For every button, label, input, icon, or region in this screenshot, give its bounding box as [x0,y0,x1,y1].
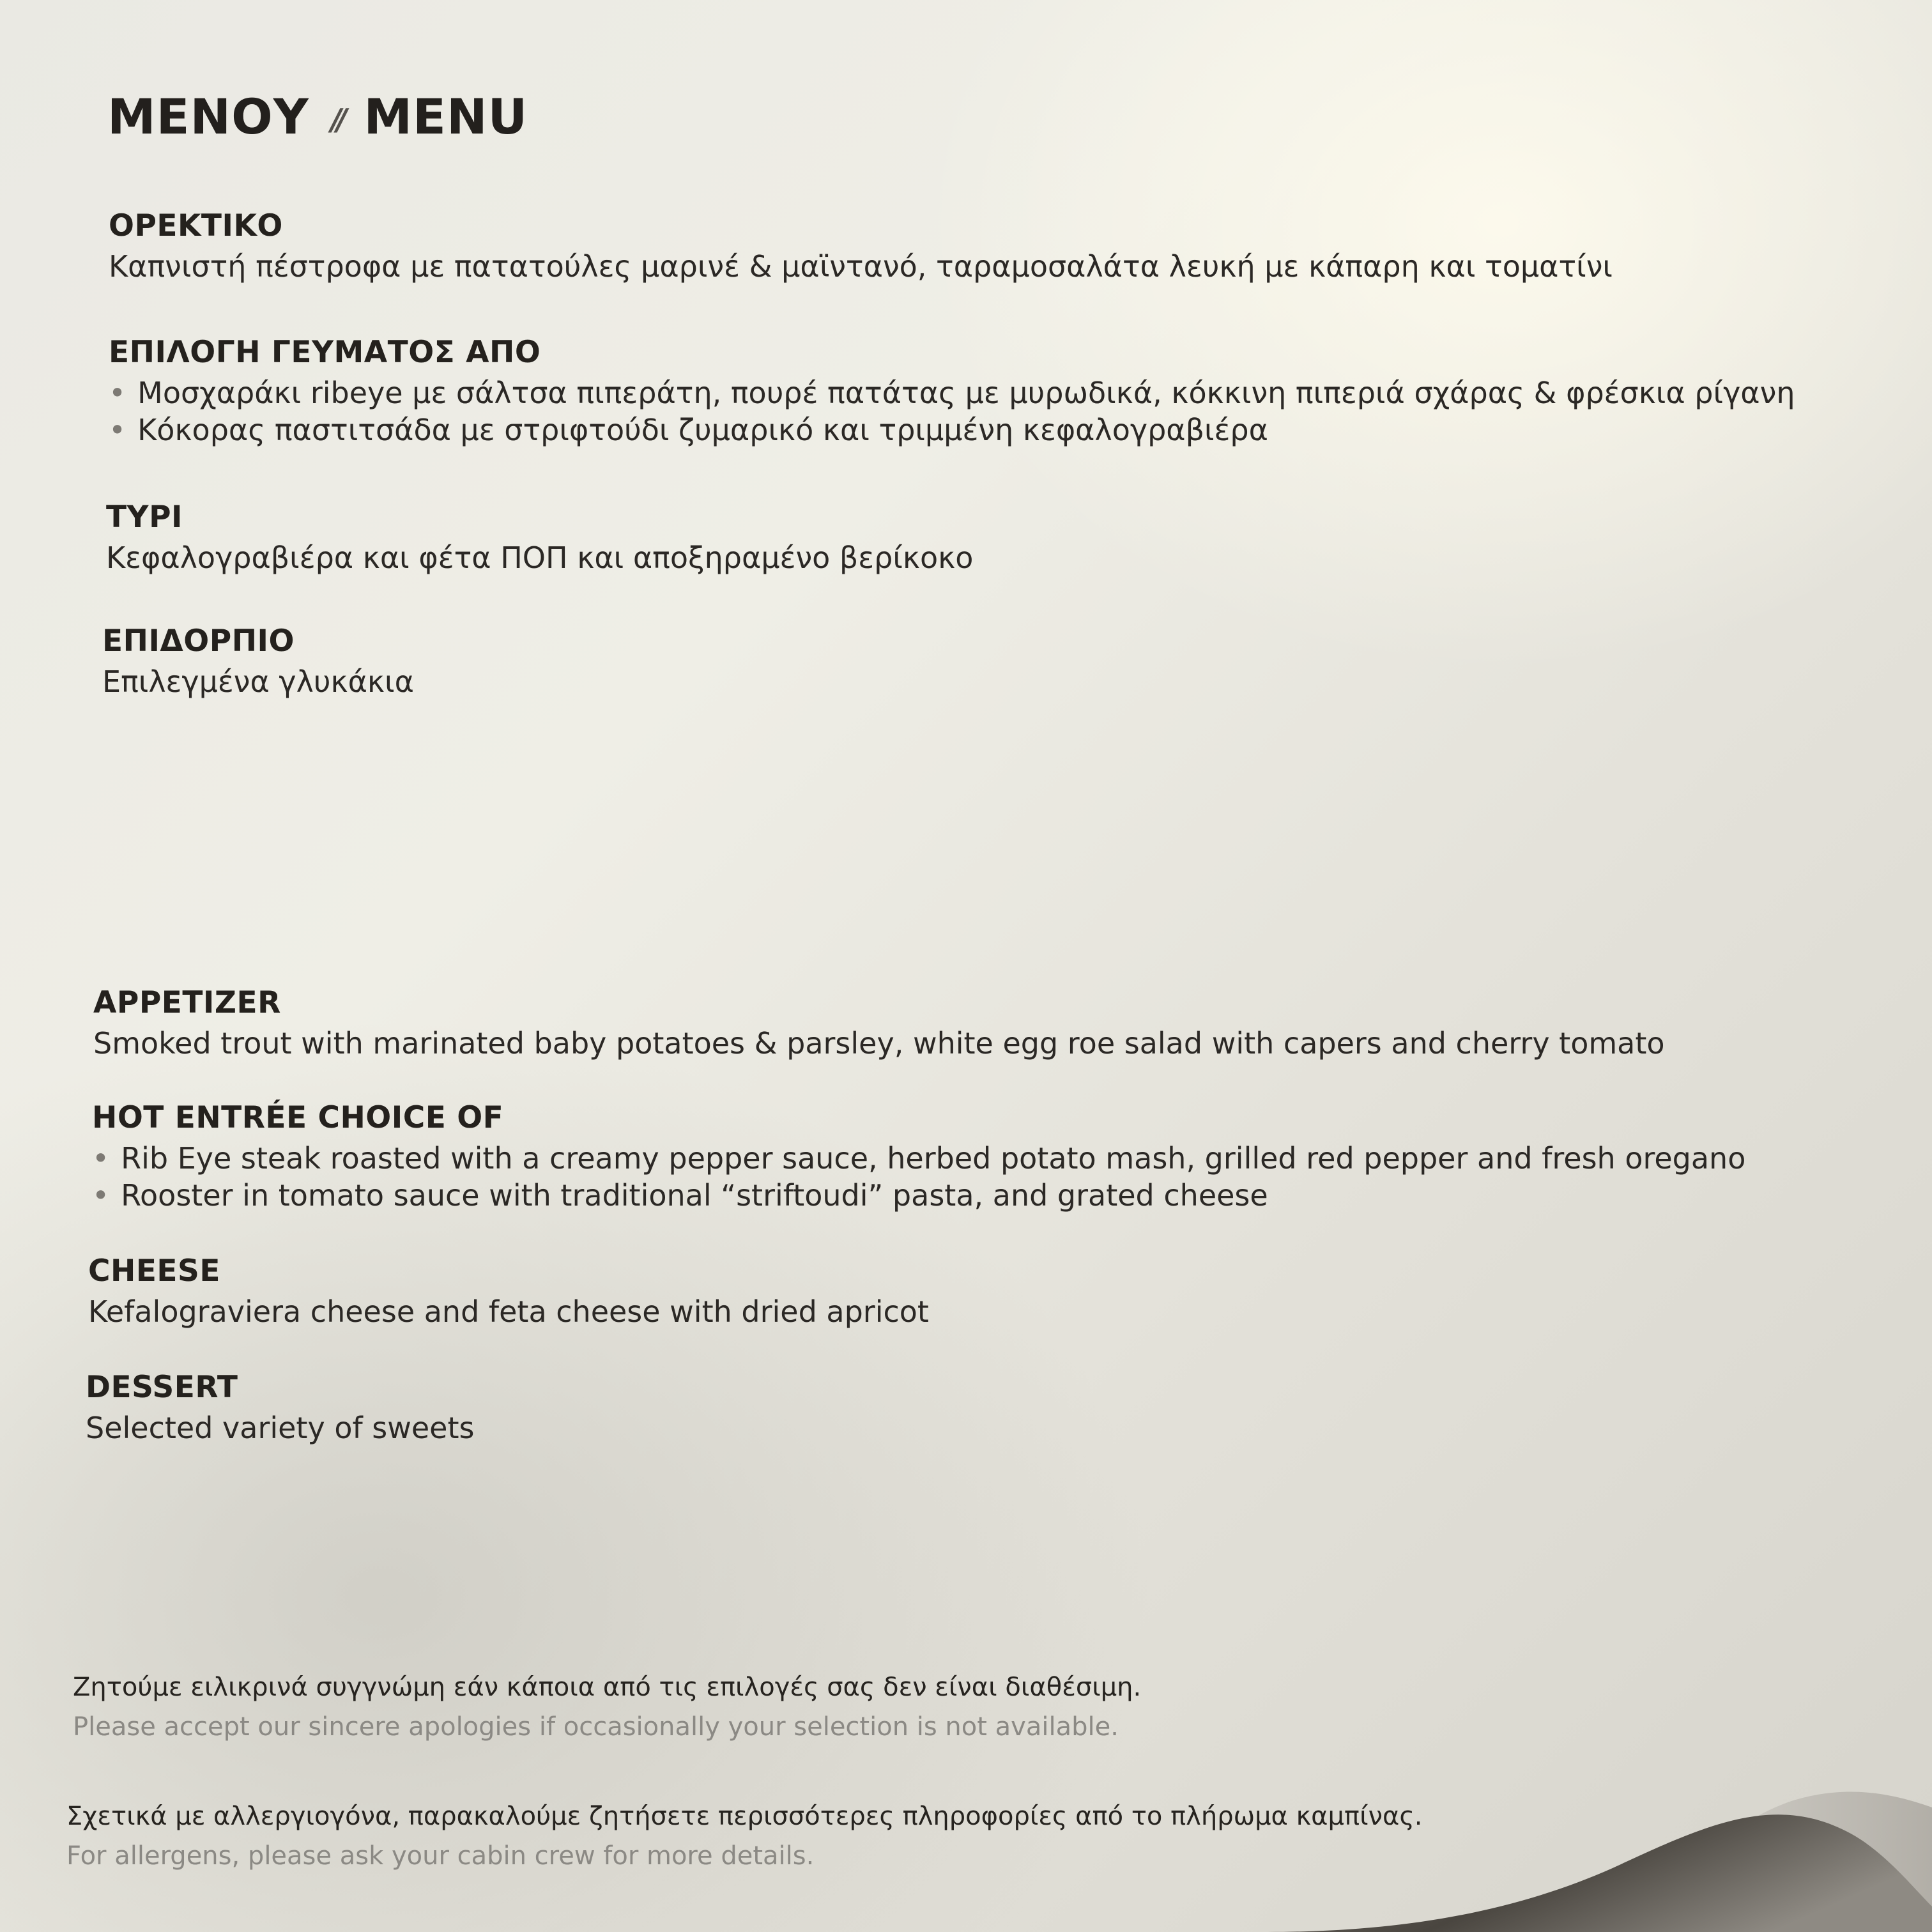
title-greek: ΜΕΝΟΥ [107,88,309,145]
english-cheese-text: Kefalograviera cheese and feta cheese with dried apricot [88,1294,929,1329]
bullet-icon: • [92,1141,110,1176]
bullet-icon: • [109,413,126,447]
english-entree-item-text: Rooster in tomato sauce with traditional “striftoudi” pasta, and grated cheese [121,1178,1268,1213]
english-entree-item [92,1140,1745,1177]
apology-greek: Ζητούμε ειλικρινά συγγνώμη εάν κάποια από τις επιλογές σας δεν είναι διαθέσιμη. [73,1673,1142,1702]
bullet-icon: • [109,376,126,410]
greek-cheese-section [106,496,973,576]
greek-dessert-text: Επιλεγμένα γλυκάκια [102,664,414,699]
greek-entree-section [109,331,1795,448]
english-entree-section [92,1096,1745,1214]
greek-entree-item [109,374,1795,411]
title-english: MENU [364,88,528,145]
english-entree-item [92,1177,1745,1214]
bullet-icon: • [92,1178,110,1213]
greek-appetizer-section [109,204,1613,285]
greek-cheese-heading: ΤΥΡΙ [106,500,183,535]
english-appetizer-text: Smoked trout with marinated baby potatoes & parsley, white egg roe salad with capers and cherry tomato [93,1026,1665,1061]
greek-entree-list [109,374,1795,448]
english-dessert-heading: DESSERT [86,1370,238,1405]
allergen-english: For allergens, please ask your cabin crew for more details. [66,1841,815,1871]
greek-appetizer-heading: ΟΡΕΚΤΙΚΟ [109,208,283,243]
english-entree-list [92,1140,1745,1214]
english-entree-item-text: Rib Eye steak roasted with a creamy pepper sauce, herbed potato mash, grilled red pepper and fresh oregano [121,1141,1746,1176]
english-dessert-text: Selected variety of sweets [86,1411,475,1445]
greek-cheese-text: Κεφαλογραβιέρα και φέτα ΠΟΠ και αποξηραμένο βερίκοκο [106,540,974,575]
english-dessert-section [86,1366,474,1446]
apology-note [73,1667,1141,1747]
allergen-greek: Σχετικά με αλλεργιογόνα, παρακαλούμε ζητήσετε περισσότερες πληροφορίες από το πλήρωμα καμπίνας. [66,1802,1423,1831]
greek-entree-item [109,411,1795,448]
greek-entree-heading: ΕΠΙΛΟΓΗ ΓΕΥΜΑΤΟΣ ΑΠΟ [109,335,541,370]
greek-entree-item-text: Μοσχαράκι ribeye με σάλτσα πιπεράτη, πουρέ πατάτας με μυρωδικά, κόκκινη πιπεριά σχάρας & φρέσκια ρίγανη [137,376,1795,410]
decorative-swoosh [1165,1740,1932,1932]
menu-title [107,88,528,145]
english-cheese-section [88,1250,929,1330]
english-cheese-heading: CHEESE [88,1254,220,1289]
greek-dessert-heading: ΕΠΙΔΟΡΠΙΟ [102,624,295,659]
english-entree-heading: HOT ENTRÉE CHOICE OF [92,1100,504,1135]
greek-dessert-section [102,620,414,700]
greek-appetizer-text: Καπνιστή πέστροφα με πατατούλες μαρινέ & μαϊντανό, ταραμοσαλάτα λευκή με κάπαρη και τοματίνι [109,249,1613,284]
english-appetizer-heading: APPETIZER [93,985,281,1020]
greek-entree-item-text: Κόκορας παστιτσάδα με στριφτούδι ζυμαρικό και τριμμένη κεφαλογραβιέρα [137,413,1268,447]
title-separator: // [330,102,342,137]
apology-english: Please accept our sincere apologies if occasionally your selection is not available. [73,1712,1119,1742]
english-appetizer-section [93,981,1665,1062]
